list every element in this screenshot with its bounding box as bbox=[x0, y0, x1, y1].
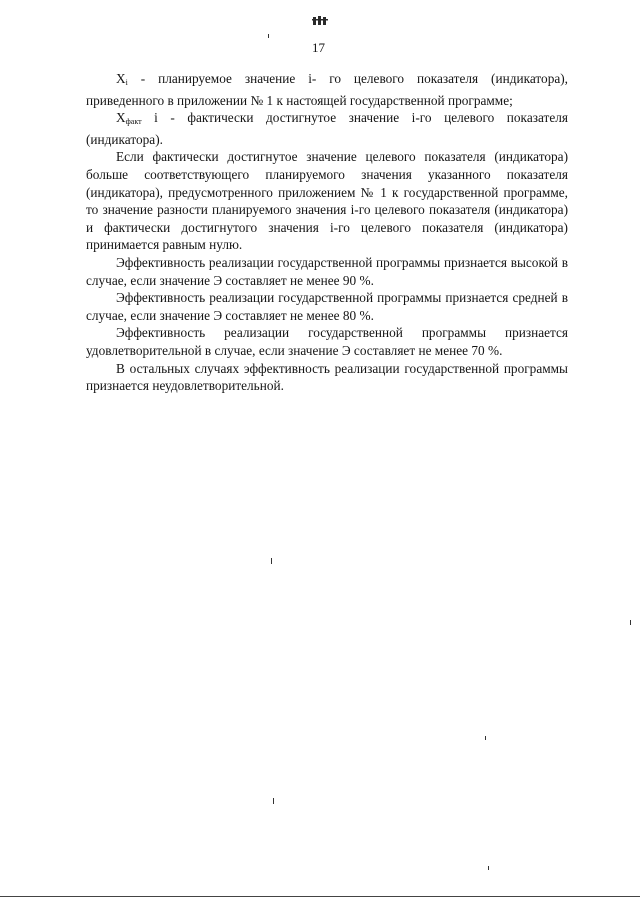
header-stamp-mark bbox=[312, 16, 328, 26]
scan-speck bbox=[273, 798, 274, 804]
paragraph-satisfactory-efficiency: Эффективность реализации государственной программы признается удовлетворительной в случае, если значение Э составляет не менее 70 %. bbox=[86, 325, 568, 358]
scan-speck bbox=[268, 34, 269, 38]
paragraph-xi-definition bbox=[86, 70, 568, 109]
scan-speck bbox=[271, 558, 272, 564]
document-body bbox=[86, 70, 568, 395]
symbol-x: X bbox=[116, 110, 126, 126]
paragraph-high-efficiency: Эффективность реализации государственной программы признается высокой в случае, если значение Э составляет не менее 90 %. bbox=[86, 254, 568, 288]
paragraph-medium-efficiency: Эффективность реализации государственной программы признается средней в случае, если значение Э составляет не менее 80 %. bbox=[86, 290, 568, 323]
symbol-subscript-i: i bbox=[125, 78, 128, 87]
definition-text: i - фактически достигнутое значение i-го целевого показателя (индикатора). bbox=[86, 110, 568, 147]
symbol-subscript-fact: факт bbox=[125, 117, 142, 127]
scan-speck bbox=[485, 736, 486, 740]
page-number: 17 bbox=[312, 40, 325, 55]
paragraph-unsatisfactory-efficiency: В остальных случаях эффективность реализации государственной программы признается неудовлетворительной. bbox=[86, 360, 568, 394]
scan-speck bbox=[630, 620, 631, 625]
symbol-x: X bbox=[116, 71, 126, 86]
scan-speck bbox=[488, 866, 489, 870]
definition-text: - планируемое значение i- го целевого показателя (индикатора), приведенного в приложении № 1 к настоящей государственной программе; bbox=[86, 71, 568, 108]
paragraph-exceed-rule: Если фактически достигнутое значение целевого показателя (индикатора) больше соответствующего планируемого значения указанного показателя (индикатора), предусмотренного приложением № 1 к государственной программе, то значение разности планируемого значения i-го целевого показателя (индикатора) и фактически достигнутого значения i-го целевого показателя (индикатора) принимается равным нулю. bbox=[86, 149, 568, 253]
scan-bottom-edge bbox=[0, 896, 640, 897]
paragraph-xfact-definition bbox=[86, 109, 568, 148]
